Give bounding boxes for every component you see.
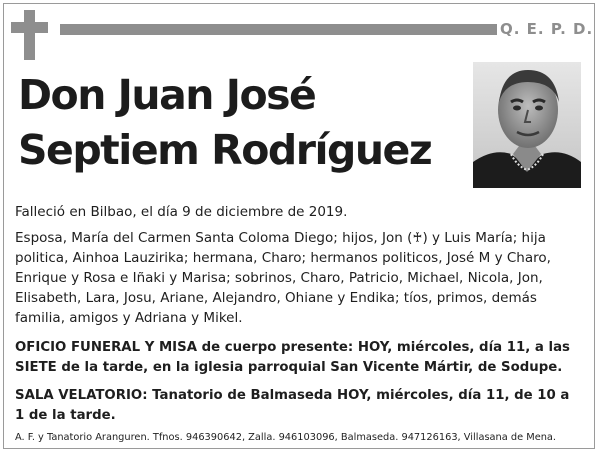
funeral-home-footer: A. F. y Tanatorio Aranguren. Tfnos. 946390642, Zalla. 946103096, Balmaseda. 947126163, Villasana de Mena. [15, 432, 557, 443]
qepd-label: Q. E. P. D. [500, 20, 594, 38]
deceased-name-line1: Don Juan José [18, 71, 316, 119]
deceased-name-line2: Septiem Rodríguez [18, 126, 432, 174]
latin-cross-icon [11, 10, 48, 60]
portrait-photo [473, 62, 581, 188]
family-list: Esposa, María del Carmen Santa Coloma Diego; hijos, Jon (♰) y Luis María; hija politica, Ainhoa Lauzirika; hermana, Charo; hermanos politicos, José M y Charo, Enrique y Rosa e Iñaki y Marisa; sobrinos, Charo, Patricio, Michael, Nicola, Jon, Elisabeth, Lara, Josu, Ariane, Alejandro, Ohiane y Endika; tíos, primos, demás familia, amigos y Adriana y Mikel. [15, 230, 551, 326]
death-notice: Falleció en Bilbao, el día 9 de diciembre de 2019. [15, 204, 348, 220]
deceased-name [18, 68, 468, 178]
funeral-info: OFICIO FUNERAL Y MISA de cuerpo presente: HOY, miércoles, día 11, a las SIETE de la tarde, en la iglesia parroquial San Vicente Mártir, de Sodupe. [15, 340, 570, 375]
wake-info: SALA VELATORIO: Tanatorio de Balmaseda HOY, miércoles, día 11, de 10 a 1 de la tarde. [15, 388, 570, 423]
header-rule [60, 24, 497, 35]
